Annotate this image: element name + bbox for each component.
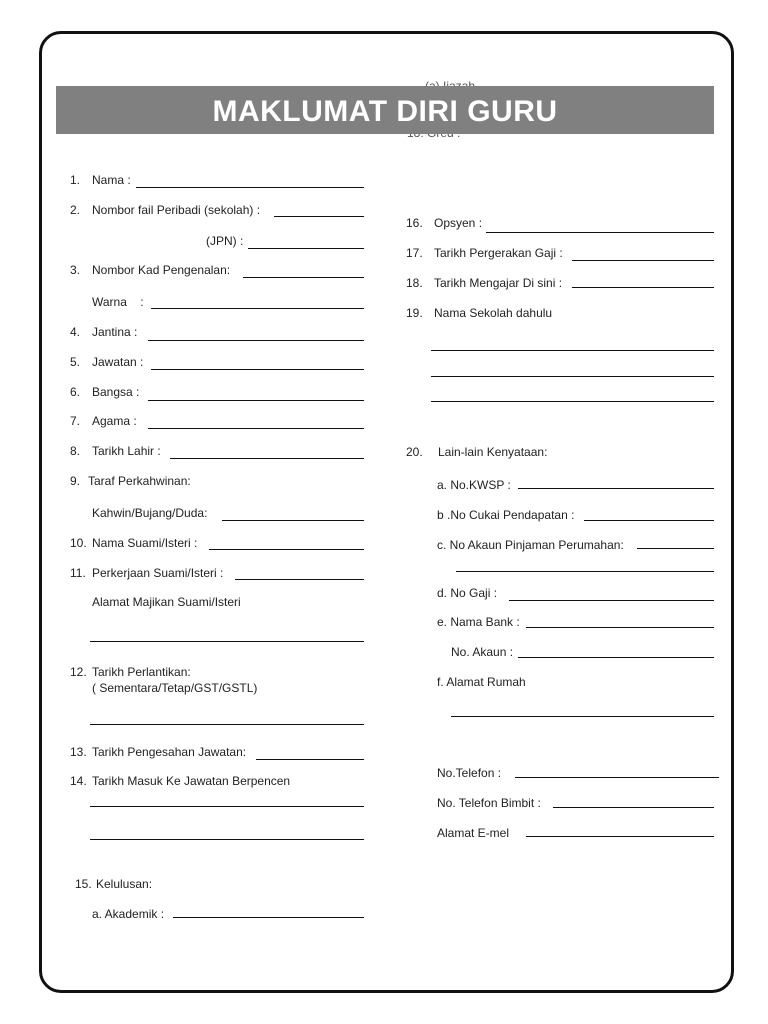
field-20-num: 20. bbox=[406, 445, 423, 459]
field-emel-label: Alamat E-mel bbox=[437, 826, 510, 840]
field-akademik-label: a. Akademik : bbox=[92, 907, 165, 921]
field-jawatan-berpencen-line-2[interactable] bbox=[90, 839, 364, 840]
field-nama-suami-label: Nama Suami/Isteri : bbox=[92, 536, 198, 550]
field-mengajar-label: Tarikh Mengajar Di sini : bbox=[434, 276, 563, 290]
field-jawatan-berpencen-label: Tarikh Masuk Ke Jawatan Berpencen bbox=[92, 774, 291, 788]
title-banner bbox=[56, 86, 714, 134]
field-alamat-rumah-line[interactable] bbox=[451, 716, 714, 717]
field-19-num: 19. bbox=[406, 306, 423, 320]
field-2-num: 2. bbox=[70, 203, 81, 217]
field-alamat-majikan-line[interactable] bbox=[90, 641, 364, 642]
field-18-num: 18. bbox=[406, 276, 423, 290]
field-cukai-label: b .No Cukai Pendapatan : bbox=[437, 508, 575, 522]
field-agama-line[interactable] bbox=[148, 428, 364, 429]
field-pergerakan-gaji-line[interactable] bbox=[572, 260, 714, 261]
field-7-num: 7. bbox=[70, 414, 81, 428]
field-sekolah-dahulu-label: Nama Sekolah dahulu bbox=[434, 306, 553, 320]
field-jantina-label: Jantina : bbox=[92, 325, 138, 339]
field-warna-label: Warna : bbox=[92, 295, 144, 309]
field-pengesahan-label: Tarikh Pengesahan Jawatan: bbox=[92, 745, 247, 759]
field-fail-peribadi-line[interactable] bbox=[274, 216, 364, 217]
field-telefon-bimbit-line[interactable] bbox=[553, 807, 714, 808]
field-emel-line[interactable] bbox=[526, 836, 714, 837]
field-fail-peribadi-label: Nombor fail Peribadi (sekolah) : bbox=[92, 203, 261, 217]
field-10-num: 10. bbox=[70, 536, 87, 550]
field-sekolah-dahulu-line-3[interactable] bbox=[431, 401, 714, 402]
field-11-num: 11. bbox=[70, 566, 86, 580]
field-alamat-rumah-label: f. Alamat Rumah bbox=[437, 675, 526, 689]
field-17-num: 17. bbox=[406, 246, 423, 260]
field-nama-suami-line[interactable] bbox=[209, 549, 364, 550]
field-3-num: 3. bbox=[70, 263, 81, 277]
field-telefon-label: No.Telefon : bbox=[437, 766, 502, 780]
field-13-num: 13. bbox=[70, 745, 87, 759]
field-tarikh-perlantikan-line[interactable] bbox=[90, 724, 364, 725]
field-warna-line[interactable] bbox=[151, 308, 364, 309]
field-pergerakan-gaji-label: Tarikh Pergerakan Gaji : bbox=[434, 246, 563, 260]
field-akademik-line[interactable] bbox=[173, 917, 364, 918]
field-telefon-line[interactable] bbox=[515, 777, 719, 778]
field-kad-pengenalan-line[interactable] bbox=[243, 277, 364, 278]
field-pinjaman-label: c. No Akaun Pinjaman Perumahan: bbox=[437, 538, 624, 552]
field-kahwin-label: Kahwin/Bujang/Duda: bbox=[92, 506, 208, 520]
field-5-num: 5. bbox=[70, 355, 81, 369]
field-kwsp-line[interactable] bbox=[518, 488, 714, 489]
field-no-gaji-label: d. No Gaji : bbox=[437, 586, 498, 600]
field-14-num: 14. bbox=[70, 774, 87, 788]
field-6-num: 6. bbox=[70, 385, 81, 399]
field-9-num: 9. bbox=[70, 474, 81, 488]
field-pinjaman-line-1[interactable] bbox=[637, 548, 714, 549]
field-pengesahan-line[interactable] bbox=[256, 759, 364, 760]
field-nama-label: Nama : bbox=[92, 173, 131, 187]
field-1-num: 1. bbox=[70, 173, 81, 187]
field-sekolah-dahulu-line-1[interactable] bbox=[431, 350, 714, 351]
field-nama-line[interactable] bbox=[136, 187, 364, 188]
field-tarikh-perlantikan-label: Tarikh Perlantikan: bbox=[92, 665, 191, 679]
field-16-num: 16. bbox=[406, 216, 423, 230]
field-agama-label: Agama : bbox=[92, 414, 137, 428]
field-perlantikan-jenis-label: ( Sementara/Tetap/GST/GSTL) bbox=[92, 681, 258, 695]
field-nama-bank-line[interactable] bbox=[526, 627, 714, 628]
field-jawatan-line[interactable] bbox=[151, 369, 364, 370]
field-lain-lain-label: Lain-lain Kenyataan: bbox=[438, 445, 548, 459]
field-telefon-bimbit-label: No. Telefon Bimbit : bbox=[437, 796, 541, 810]
field-bangsa-line[interactable] bbox=[148, 400, 364, 401]
field-8-num: 8. bbox=[70, 444, 81, 458]
page-title: MAKLUMAT DIRI GURU bbox=[212, 95, 558, 128]
field-no-gaji-line[interactable] bbox=[509, 600, 714, 601]
field-taraf-perkahwinan-label: Taraf Perkahwinan: bbox=[88, 474, 191, 488]
field-15-num: 15. bbox=[75, 877, 92, 891]
field-perkerjaan-line[interactable] bbox=[235, 579, 364, 580]
field-tarikh-lahir-line[interactable] bbox=[170, 458, 364, 459]
field-jpn-line[interactable] bbox=[248, 248, 364, 249]
field-perkerjaan-label: Perkerjaan Suami/Isteri : bbox=[92, 566, 224, 580]
field-sekolah-dahulu-line-2[interactable] bbox=[431, 376, 714, 377]
field-kwsp-label: a. No.KWSP : bbox=[437, 478, 511, 492]
field-opsyen-label: Opsyen : bbox=[434, 216, 483, 230]
field-opsyen-line[interactable] bbox=[486, 232, 714, 233]
field-no-akaun-line[interactable] bbox=[518, 657, 714, 658]
field-tarikh-lahir-label: Tarikh Lahir : bbox=[92, 444, 161, 458]
field-cukai-line[interactable] bbox=[584, 520, 714, 521]
field-12-num: 12. bbox=[70, 665, 87, 679]
field-mengajar-line[interactable] bbox=[572, 287, 714, 288]
field-jpn-label: (JPN) : bbox=[206, 234, 244, 248]
field-jantina-line[interactable] bbox=[148, 340, 364, 341]
field-kahwin-line[interactable] bbox=[222, 520, 364, 521]
field-pinjaman-line-2[interactable] bbox=[456, 571, 714, 572]
field-4-num: 4. bbox=[70, 325, 81, 339]
field-kelulusan-label: Kelulusan: bbox=[96, 877, 153, 891]
field-jawatan-label: Jawatan : bbox=[92, 355, 144, 369]
field-alamat-majikan-label: Alamat Majikan Suami/Isteri bbox=[92, 595, 241, 609]
field-kad-pengenalan-label: Nombor Kad Pengenalan: bbox=[92, 263, 231, 277]
field-jawatan-berpencen-line-1[interactable] bbox=[90, 806, 364, 807]
field-nama-bank-label: e. Nama Bank : bbox=[437, 615, 520, 629]
field-no-akaun-label: No. Akaun : bbox=[451, 645, 514, 659]
field-bangsa-label: Bangsa : bbox=[92, 385, 140, 399]
